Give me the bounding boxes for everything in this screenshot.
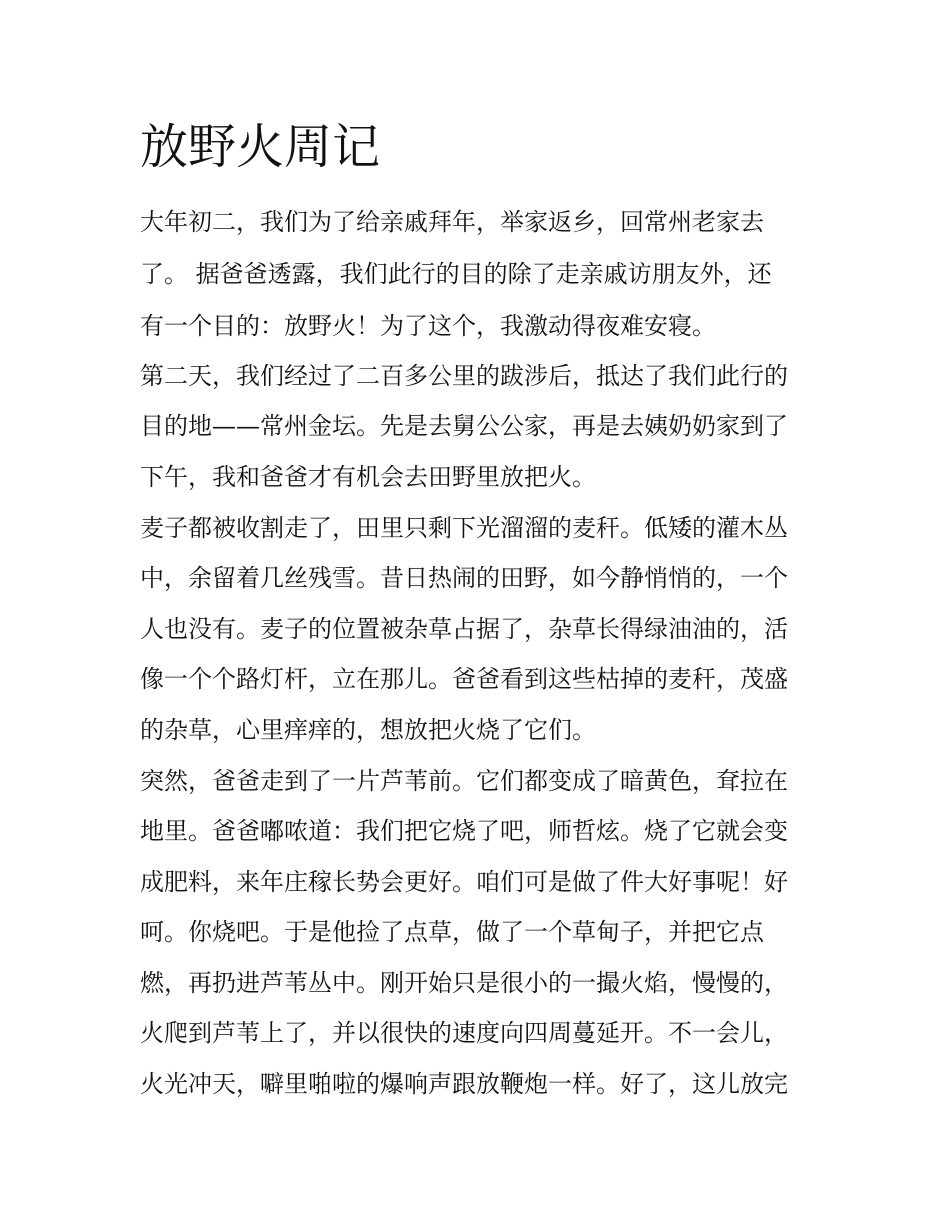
- text-line: 火光冲天，噼里啪啦的爆响声跟放鞭炮一样。好了，这儿放完: [140, 1070, 788, 1098]
- page-title: 放野火周记: [140, 119, 381, 175]
- text-line: 呵。你烧吧。于是他捡了点草，做了一个草甸子，并把它点: [140, 918, 764, 946]
- text-line: 地里。爸爸嘟哝道：我们把它烧了吧，师哲炫。烧了它就会变: [140, 817, 788, 845]
- text-line: 大年初二，我们为了给亲戚拜年，举家返乡，回常州老家去: [140, 208, 764, 236]
- text-line: 像一个个路灯杆，立在那儿。爸爸看到这些枯掉的麦秆，茂盛: [140, 665, 788, 693]
- text-line: 有一个目的：放野火！为了这个，我激动得夜难安寝。: [140, 312, 716, 340]
- text-line: 突然，爸爸走到了一片芦苇前。它们都变成了暗黄色，耷拉在: [140, 767, 788, 795]
- text-line: 目的地——常州金坛。先是去舅公公家，再是去姨奶奶家到了: [140, 412, 788, 440]
- text-line: 第二天，我们经过了二百多公里的跋涉后，抵达了我们此行的: [140, 362, 788, 390]
- text-line: 麦子都被收割走了，田里只剩下光溜溜的麦秆。低矮的灌木丛: [140, 514, 788, 542]
- text-line: 燃，再扔进芦苇丛中。刚开始只是很小的一撮火焰，慢慢的，: [140, 969, 788, 997]
- text-line: 成肥料，来年庄稼长势会更好。咱们可是做了件大好事呢！好: [140, 868, 788, 896]
- text-line: 了。 据爸爸透露，我们此行的目的除了走亲戚访朋友外，还: [140, 260, 772, 288]
- text-line: 的杂草，心里痒痒的，想放把火烧了它们。: [140, 716, 596, 744]
- text-line: 人也没有。麦子的位置被杂草占据了，杂草长得绿油油的，活: [140, 615, 788, 643]
- text-line: 火爬到芦苇上了，并以很快的速度向四周蔓延开。不一会儿，: [140, 1019, 788, 1047]
- text-line: 下午，我和爸爸才有机会去田野里放把火。: [140, 463, 596, 491]
- text-line: 中，余留着几丝残雪。昔日热闹的田野，如今静悄悄的，一个: [140, 564, 788, 592]
